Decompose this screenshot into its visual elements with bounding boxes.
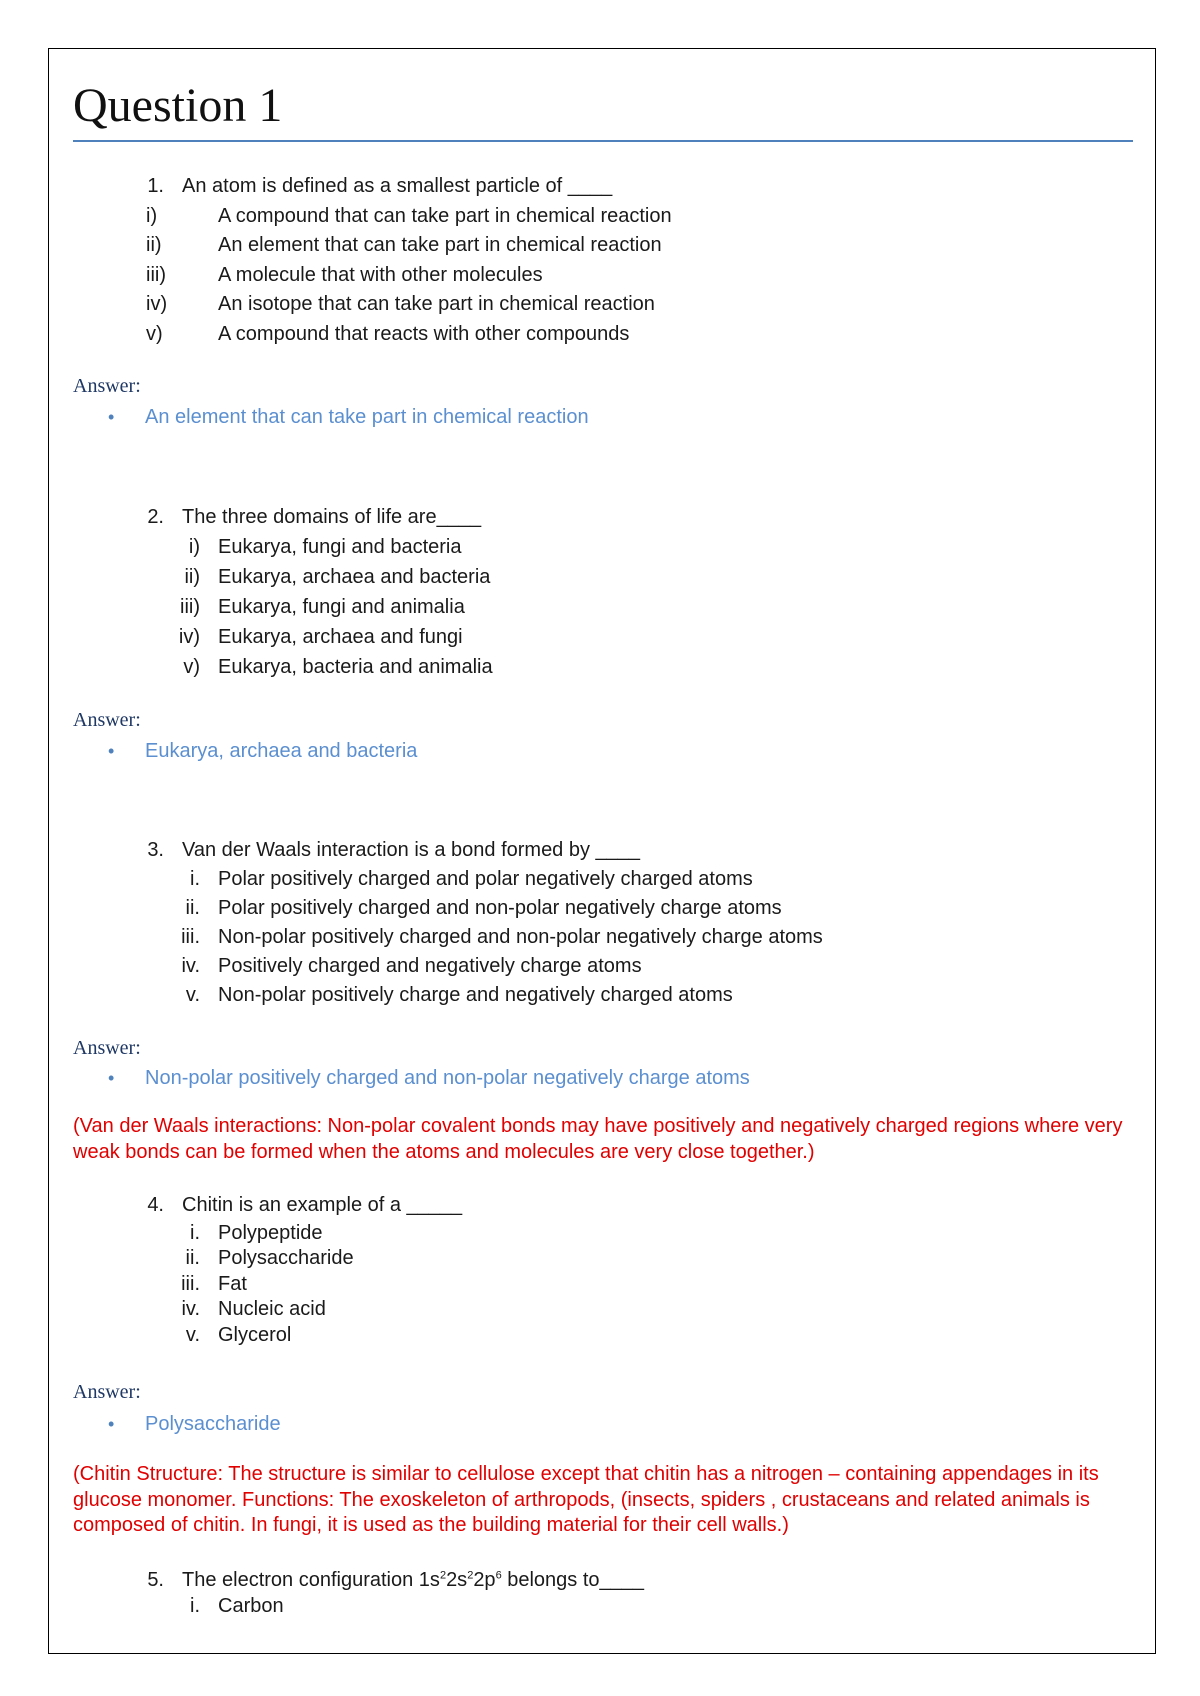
answer-label: Answer: — [73, 1381, 141, 1403]
option-text: Non-polar positively charged and non-polar negatively charge atoms — [218, 926, 823, 948]
option-marker: i. — [190, 1595, 200, 1617]
option-marker: i. — [190, 868, 200, 890]
question-number: 2. — [147, 506, 164, 528]
question-text: The three domains of life are____ — [182, 506, 482, 528]
option-marker: v) — [183, 656, 200, 678]
option-marker: ii. — [185, 1247, 200, 1269]
option-text: A molecule that with other molecules — [218, 264, 543, 286]
option-marker: iv) — [178, 626, 200, 648]
option-text: Polar positively charged and non-polar negatively charge atoms — [218, 897, 782, 919]
option-marker: iii. — [181, 926, 200, 948]
option-marker: iii. — [181, 1273, 200, 1295]
option-text: Eukarya, fungi and animalia — [218, 596, 465, 618]
option-text: Positively charged and negatively charge atoms — [218, 955, 642, 977]
question-number: 3. — [147, 839, 164, 861]
bullet-icon: • — [108, 407, 115, 427]
option-text: Eukarya, fungi and bacteria — [218, 536, 462, 558]
option-marker: iv. — [181, 1298, 200, 1320]
question-number: 1. — [147, 175, 164, 197]
option-marker: v. — [185, 1324, 200, 1346]
option-marker: iii) — [180, 596, 200, 618]
answer-text: An element that can take part in chemical reaction — [145, 406, 589, 428]
question-text: Chitin is an example of a _____ — [182, 1194, 463, 1216]
option-marker: iii) — [146, 264, 166, 286]
option-text: Polypeptide — [218, 1222, 323, 1244]
explanation-note: (Van der Waals interactions: Non-polar covalent bonds may have positively and negatively charged regions where very weak bonds can be formed when the atoms and molecules are very close together.) — [73, 1115, 1123, 1163]
option-text: Eukarya, archaea and bacteria — [218, 566, 491, 588]
question-number: 5. — [147, 1569, 164, 1591]
option-marker: i) — [188, 536, 200, 558]
option-text: An element that can take part in chemical reaction — [218, 234, 662, 256]
answer-label: Answer: — [73, 709, 141, 731]
option-marker: i) — [146, 205, 158, 227]
bullet-icon: • — [108, 1414, 115, 1434]
option-text: A compound that reacts with other compounds — [218, 323, 630, 345]
option-text: Glycerol — [218, 1324, 292, 1346]
option-marker: iv. — [181, 955, 200, 977]
option-text: Fat — [218, 1273, 247, 1295]
explanation-note: (Chitin Structure: The structure is similar to cellulose except that chitin has a nitrogen – containing appendages in its glucose monomer. Functions: The exoskeleton of arthropods, (insects, spiders , crustaceans and related animals is composed of chitin. In fungi, it is used as the building material for their cell walls.) — [73, 1463, 1099, 1536]
option-text: Carbon — [218, 1595, 284, 1617]
option-text: Eukarya, archaea and fungi — [218, 626, 463, 648]
question-text: An atom is defined as a smallest particle of ____ — [182, 175, 613, 197]
option-marker: ii. — [185, 897, 200, 919]
question-text: Van der Waals interaction is a bond formed by ____ — [182, 839, 641, 861]
option-marker: v) — [146, 323, 163, 345]
option-text: An isotope that can take part in chemical reaction — [218, 293, 655, 315]
question-number: 4. — [147, 1194, 164, 1216]
option-text: A compound that can take part in chemical reaction — [218, 205, 672, 227]
option-marker: v. — [185, 984, 200, 1006]
answer-label: Answer: — [73, 375, 141, 397]
option-marker: ii) — [146, 234, 162, 256]
title-underline — [73, 140, 1133, 142]
question-text: The electron configuration $1s^22s^22p^6$ belongs to____ — [182, 1569, 645, 1591]
answer-text: Eukarya, archaea and bacteria — [145, 740, 418, 762]
option-text: Nucleic acid — [218, 1298, 326, 1320]
answer-text: Polysaccharide — [145, 1413, 281, 1435]
bullet-icon: • — [108, 741, 115, 761]
option-marker: iv) — [146, 293, 168, 315]
option-marker: ii) — [184, 566, 200, 588]
option-marker: i. — [190, 1222, 200, 1244]
answer-label: Answer: — [73, 1037, 141, 1059]
answer-text: Non-polar positively charged and non-polar negatively charge atoms — [145, 1067, 750, 1089]
page-title: Question 1 — [73, 79, 283, 132]
option-text: Polysaccharide — [218, 1247, 354, 1269]
bullet-icon: • — [108, 1068, 115, 1088]
option-text: Non-polar positively charge and negatively charged atoms — [218, 984, 733, 1006]
option-text: Polar positively charged and polar negatively charged atoms — [218, 868, 753, 890]
option-text: Eukarya, bacteria and animalia — [218, 656, 493, 678]
